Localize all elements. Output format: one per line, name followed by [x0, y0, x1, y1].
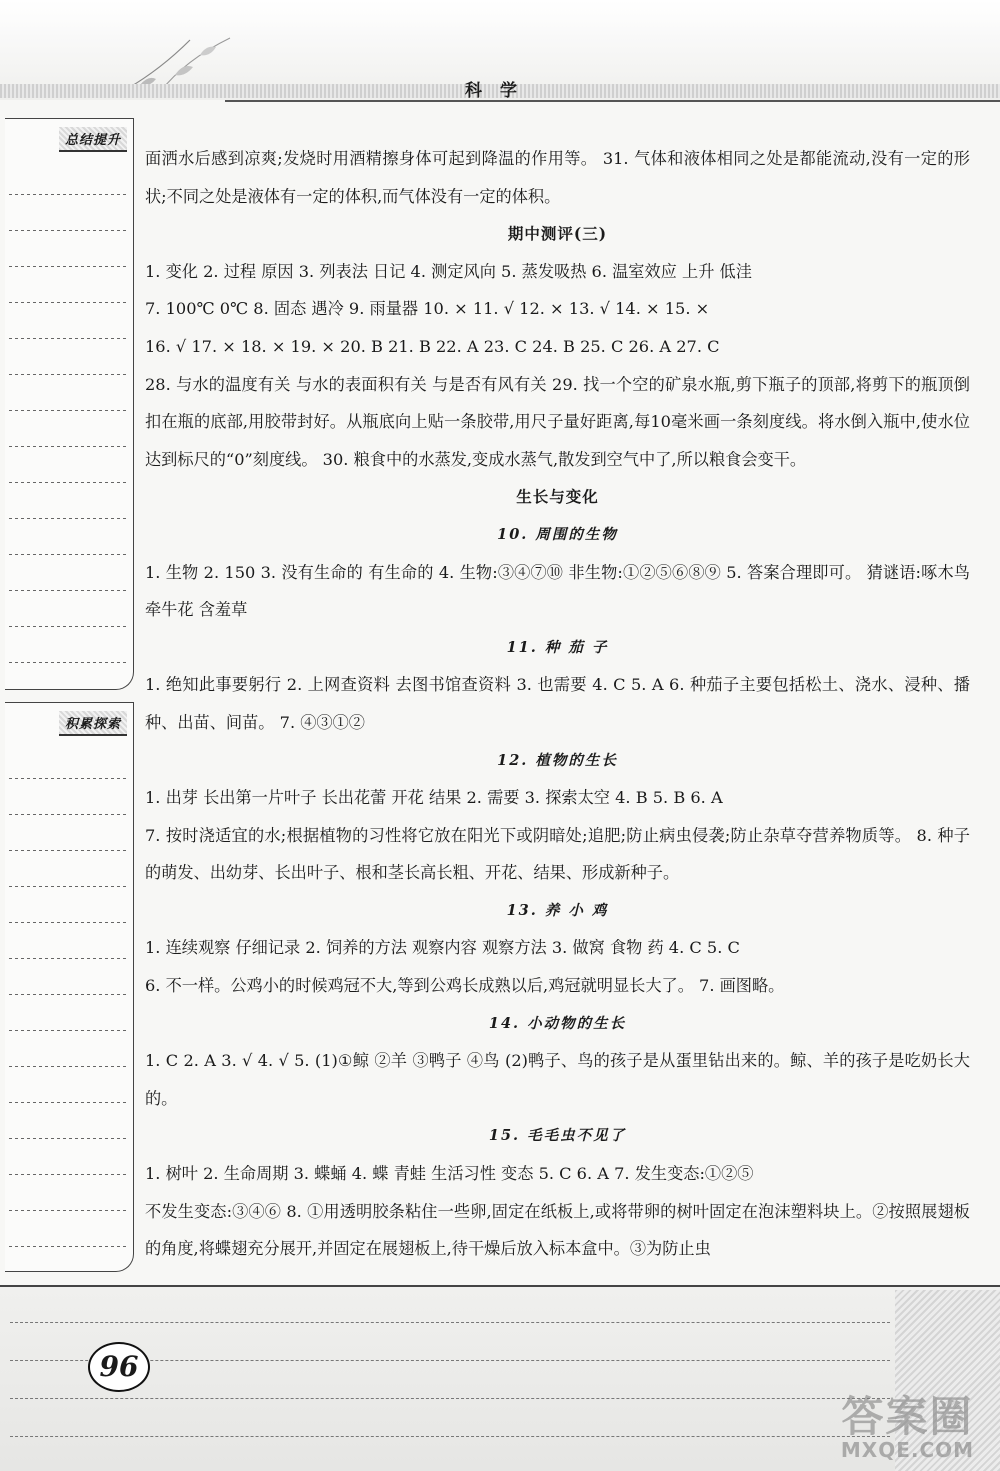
answer-paragraph: 28. 与水的温度有关 与水的表面积有关 与是否有风有关 29. 找一个空的矿泉水瓶,剪下瓶子的顶部,将剪下的瓶顶倒扣在瓶的底部,用胶带封好。从瓶底向上贴一条胶带,用尺子量好距离,每10毫米画一条刻度线。将水倒入瓶中,使水位达到标尺的“0”刻度线。 30. 粮食中的水蒸发,变成水蒸气,散发到空气中了,所以粮食会变干。: [145, 374, 970, 469]
answer-paragraph: 1. 绝知此事要躬行 2. 上网查资料 去图书馆查资料 3. 也需要 4. C 5. A 6. 种茄子主要包括松土、浇水、浸种、播种、出苗、间苗。 7. ④③①②: [145, 675, 970, 732]
answer-paragraph: 7. 100℃ 0℃ 8. 固态 遇冷 9. 雨量器 10. × 11. √ 12. × 13. √ 14. × 15. ×: [145, 299, 710, 319]
lesson-heading: 13. 养 小 鸡: [506, 901, 609, 919]
answer-paragraph: 1. C 2. A 3. √ 4. √ 5. (1)①鲸 ②羊 ③鸭子 ④鸟 (2)鸭子、鸟的孩子是从蛋里钻出来的。鲸、羊的孩子是吃奶长大的。: [145, 1051, 970, 1108]
answer-paragraph: 16. √ 17. × 18. × 19. × 20. B 21. B 22. A 23. C 24. B 25. C 26. A 27. C: [145, 336, 720, 356]
answer-paragraph: 不发生变态:③④⑥ 8. ①用透明胶条粘住一些卵,固定在纸板上,或将带卵的树叶固定在泡沫塑料块上。②按照展翅板的角度,将蝶翅充分展开,并固定在展翅板上,待干燥后放入标本盒中。③为防止虫: [145, 1201, 970, 1259]
page-number: 96: [88, 1342, 150, 1392]
unit-heading: 生长与变化: [516, 487, 599, 507]
lesson-heading: 11. 种 茄 子: [506, 638, 609, 656]
footer-dashed-line: [10, 1436, 890, 1437]
answer-paragraph: 1. 连续观察 仔细记录 2. 饲养的方法 观察内容 观察方法 3. 做窝 食物 药 4. C 5. C: [145, 938, 740, 958]
section-heading: 期中测评(三): [507, 224, 608, 244]
answer-paragraph: 1. 生物 2. 150 3. 没有生命的 有生命的 4. 生物:③④⑦⑩ 非生物:①②⑤⑥⑧⑨ 5. 答案合理即可。 猜谜语:啄木鸟 牵牛花 含羞草: [145, 562, 970, 620]
lesson-heading: 14. 小动物的生长: [488, 1014, 627, 1032]
answer-content: [145, 140, 970, 1268]
lesson-heading: 10. 周围的生物: [497, 525, 618, 543]
watermark-url: MXQE.COM: [840, 1438, 975, 1462]
answer-paragraph: 面洒水后感到凉爽;发烧时用酒精擦身体可起到降温的作用等。 31. 气体和液体相同之处是都能流动,没有一定的形状;不同之处是液体有一定的体积,而气体没有一定的体积。: [145, 149, 970, 206]
sidebar-notes-explore: [5, 702, 134, 1272]
sidebar-notes-summary: [5, 118, 134, 690]
watermark-text: 答案圈: [841, 1392, 974, 1441]
watermark-logo: [820, 1392, 995, 1465]
lesson-heading: 12. 植物的生长: [497, 751, 618, 769]
footer-dashed-line: [10, 1398, 890, 1399]
note-lines: [9, 743, 127, 1257]
page-title: 科学: [465, 81, 535, 101]
sidebar-label-summary: 总结提升: [59, 127, 127, 152]
answer-paragraph: 1. 树叶 2. 生命周期 3. 蝶蛹 4. 蝶 青蛙 生活习性 变态 5. C 6. A 7. 发生变态:①②⑤: [145, 1164, 754, 1184]
answer-paragraph: 7. 按时浇适宜的水;根据植物的习性将它放在阳光下或阴暗处;追肥;防止病虫侵袭;防止杂草夺营养物质等。 8. 种子的萌发、出幼芽、长出叶子、根和茎长高长粗、开花、结果、形成新种子。: [145, 825, 970, 883]
sidebar-label-explore: 积累探索: [59, 711, 127, 736]
answer-paragraph: 1. 变化 2. 过程 原因 3. 列表法 日记 4. 测定风向 5. 蒸发吸热 6. 温室效应 上升 低洼: [145, 261, 752, 281]
lesson-heading: 15. 毛毛虫不见了: [488, 1127, 627, 1145]
footer-dashed-line: [10, 1322, 890, 1323]
answer-paragraph: 6. 不一样。公鸡小的时候鸡冠不大,等到公鸡长成熟以后,鸡冠就明显长大了。 7. 画图略。: [145, 976, 785, 996]
note-lines: [9, 159, 127, 675]
answer-paragraph: 1. 出芽 长出第一片叶子 长出花蕾 开花 结果 2. 需要 3. 探索太空 4. B 5. B 6. A: [145, 788, 723, 808]
footer-rule: [0, 1285, 1000, 1287]
